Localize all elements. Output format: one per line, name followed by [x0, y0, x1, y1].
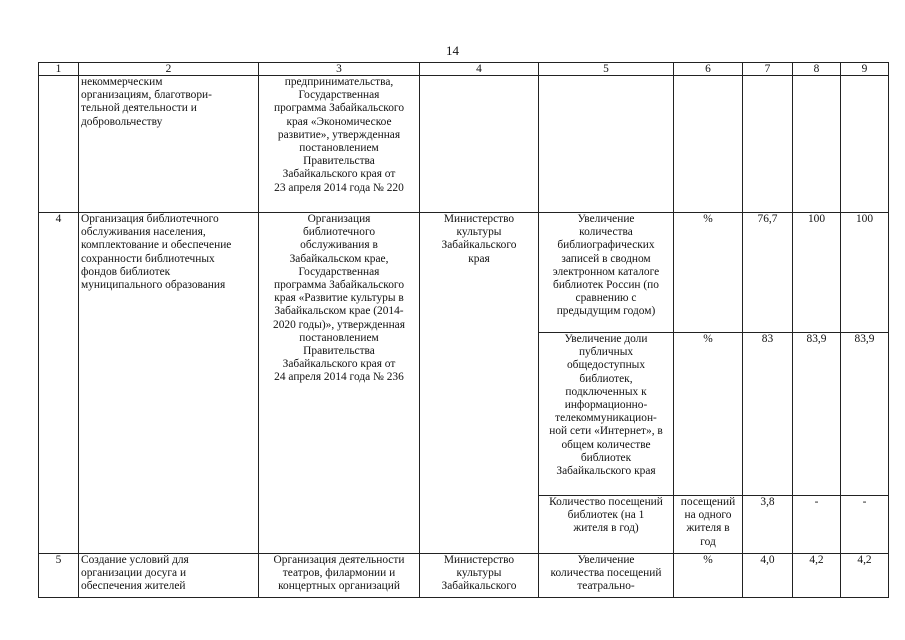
- table-cell: [539, 76, 674, 213]
- event-name: Создание условий для организации досуга и обеспечения жителей: [81, 554, 189, 593]
- header-cell: 1: [39, 63, 79, 76]
- unit-cell: %: [674, 333, 743, 496]
- responsible-executor: Министерство культуры Забайкальского: [441, 554, 517, 593]
- program-name: предпринимательства, Государственная программа Забайкальского края «Экономическое развитие», утвержденная постановлением Правительства Забайкальского края от 23 апреля 2014 года № 220: [273, 76, 405, 194]
- header-cell: 6: [674, 63, 743, 76]
- header-cell: 4: [420, 63, 539, 76]
- table-row-continued: [39, 76, 889, 213]
- value-cell: 100: [793, 213, 841, 333]
- table-cell: [793, 76, 841, 213]
- unit-text: посещений на одного жителя в год: [680, 496, 736, 548]
- table-cell: [79, 213, 259, 554]
- event-name: некоммерческим организациям, благотвори- тельной деятельности и добровольчеству: [81, 76, 212, 128]
- program-table: [38, 62, 889, 598]
- table-cell: [420, 554, 539, 598]
- unit-cell: [674, 496, 743, 554]
- value-cell: 4,0: [743, 554, 793, 598]
- table-cell: [39, 76, 79, 213]
- responsible-executor: Министерство культуры Забайкальского края: [441, 213, 517, 265]
- table-cell: [79, 76, 259, 213]
- header-cell: 2: [79, 63, 259, 76]
- page-number: 14: [446, 43, 459, 58]
- indicator-name: Увеличение доли публичных общедоступных библиотек, подключенных к информационно- телекоммуникацион- ной сети «Интернет», в общем количестве библиотек Забайкальского края: [549, 333, 663, 478]
- value-cell: 100: [841, 213, 889, 333]
- indicator-name: Увеличение количества библиографических записей в сводном электронном каталоге библиотек Россин (по сравнению с предыдущим годом): [552, 213, 660, 318]
- value-cell: -: [793, 496, 841, 554]
- table-row: [39, 554, 889, 598]
- table-cell: [841, 76, 889, 213]
- table-cell: [259, 213, 420, 554]
- header-cell: 3: [259, 63, 420, 76]
- value-cell: 4,2: [841, 554, 889, 598]
- table-cell: [539, 213, 674, 333]
- table-cell: [79, 554, 259, 598]
- program-name: Организация деятельности театров, филармонии и концертных организаций: [273, 554, 405, 593]
- header-cell: 7: [743, 63, 793, 76]
- value-cell: 83,9: [841, 333, 889, 496]
- row-number: 5: [39, 554, 79, 598]
- table-cell: [539, 333, 674, 496]
- header-cell: 9: [841, 63, 889, 76]
- table-cell: [259, 554, 420, 598]
- table-cell: [539, 554, 674, 598]
- column-number-row: [39, 63, 889, 76]
- table-cell: [539, 496, 674, 554]
- header-cell: 8: [793, 63, 841, 76]
- table-cell: [674, 76, 743, 213]
- unit-cell: %: [674, 554, 743, 598]
- indicator-name: Количество посещений библиотек (на 1 жителя в год): [549, 496, 663, 535]
- program-name: Организация библиотечного обслуживания в Забайкальском крае, Государственная программа Забайкальского края «Развитие культуры в Забайкальском крае (2014- 2020 годы)», утвержденная постановлением Правительства Забайкальского края от 24 апреля 2014 года № 236: [273, 213, 405, 384]
- table-cell: [420, 213, 539, 554]
- value-cell: 83,9: [793, 333, 841, 496]
- value-cell: 4,2: [793, 554, 841, 598]
- table-cell: [259, 76, 420, 213]
- unit-cell: %: [674, 213, 743, 333]
- indicator-name: Увеличение количества посещений театрально-: [550, 554, 662, 593]
- header-cell: 5: [539, 63, 674, 76]
- value-cell: -: [841, 496, 889, 554]
- table-cell: [420, 76, 539, 213]
- value-cell: 83: [743, 333, 793, 496]
- event-name: Организация библиотечного обслуживания населения, комплектование и обеспечение сохранности библиотечных фондов библиотек муниципального образования: [81, 213, 232, 292]
- table-cell: [743, 76, 793, 213]
- value-cell: 3,8: [743, 496, 793, 554]
- row-number: 4: [39, 213, 79, 554]
- table-row: [39, 213, 889, 333]
- value-cell: 76,7: [743, 213, 793, 333]
